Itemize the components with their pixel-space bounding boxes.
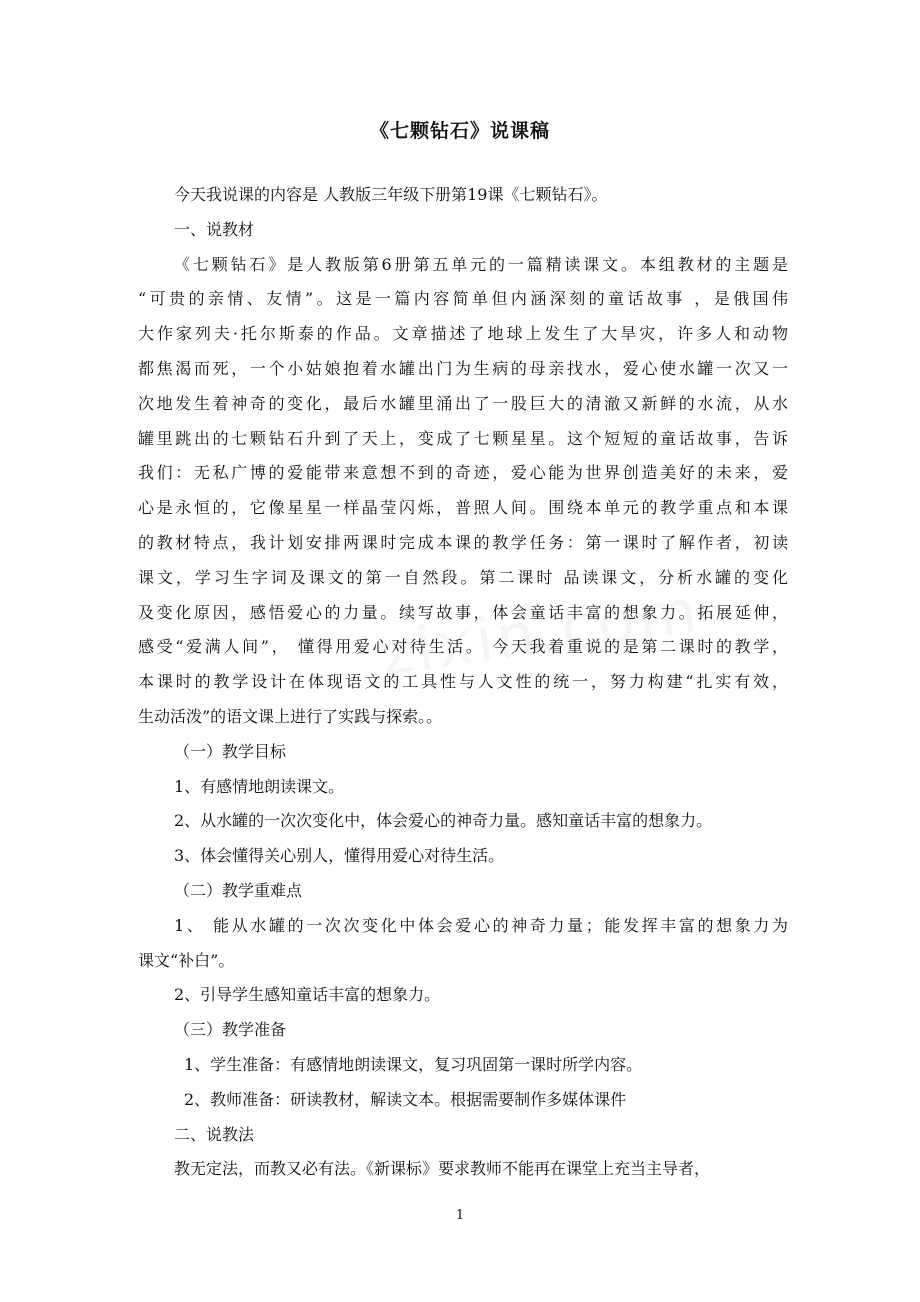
- paragraph-line: 都焦渴而死，一个小姑娘抱着水罐出门为生病的母亲找水，爱心使水罐一次又一: [138, 358, 788, 378]
- key-point-line: 课文“补白”。: [138, 950, 235, 970]
- key-point-2: 2、引导学生感知童话丰富的想象力。: [174, 985, 441, 1005]
- goal-item: 3、体会懂得关心别人，懂得用爱心对待生活。: [174, 846, 505, 866]
- key-point-line: 1、 能从水罐的一次次变化中体会爱心的神奇力量；能发挥丰富的想象力为: [174, 915, 788, 935]
- goals-heading: （一）教学目标: [174, 741, 287, 761]
- paragraph-line: 心是永恒的，它像星星一样晶莹闪烁，普照人间。围绕本单元的教学重点和本课: [138, 498, 788, 518]
- paragraph-line: 生动活泼”的语文课上进行了实践与探索。。: [138, 706, 443, 726]
- goal-item: 1、有感情地朗读课文。: [174, 776, 345, 796]
- paragraph-line: 次地发生着神奇的变化，最后水罐里涌出了一股巨大的清澈又新鲜的水流，从水: [138, 393, 788, 413]
- paragraph-line: 《七颗钻石》是人教版第6册第五单元的一篇精读课文。本组教材的主题是: [174, 254, 788, 274]
- paragraph-line: 罐里跳出的七颗钻石升到了天上，变成了七颗星星。这个短短的童话故事，告诉: [138, 428, 788, 448]
- preparation-heading: （三）教学准备: [174, 1020, 287, 1040]
- paragraph-line: 本课时的教学设计在体现语文的工具性与人文性的统一，努力构建“扎实有效，: [138, 672, 788, 692]
- goal-item: 2、从水罐的一次次变化中，体会爱心的神奇力量。感知童话丰富的想象力。: [174, 811, 713, 831]
- preparation-item: 2、教师准备：研读教材，解读文本。根据需要制作多媒体课件: [184, 1089, 627, 1109]
- paragraph-line: 我们：无私广博的爱能带来意想不到的奇迹，爱心能为世界创造美好的未来，爱: [138, 463, 788, 483]
- key-points-heading: （二）教学重难点: [174, 880, 303, 900]
- section-heading-1: 一、说教材: [174, 219, 255, 239]
- paragraph-line: 及变化原因，感悟爱心的力量。续写故事，体会童话丰富的想象力。拓展延伸，: [138, 602, 788, 622]
- section-2-text: 教无定法，而教又必有法。《新课标》要求教师不能再在课堂上充当主导者，: [174, 1159, 711, 1179]
- paragraph-line: 大作家列夫·托尔斯泰的作品。文章描述了地球上发生了大旱灾，许多人和动物: [138, 324, 788, 344]
- preparation-item: 1、学生准备：有感情地朗读课文，复习巩固第一课时所学内容。: [184, 1054, 643, 1074]
- key-point-1: [138, 909, 788, 979]
- document-body: [138, 178, 788, 1187]
- paragraph-line: 课文，学习生字词及课文的第一自然段。第二课时 品读课文，分析水罐的变化: [138, 567, 788, 587]
- paragraph-line: “可贵的亲情、友情”。这是一篇内容简单但内涵深刻的童话故事 ，是俄国伟: [138, 289, 788, 309]
- section-heading-2: 二、说教法: [174, 1124, 255, 1144]
- textbook-paragraph: [138, 248, 788, 735]
- page-number: 1: [455, 1208, 465, 1223]
- paragraph-line: 感受“爱满人间”， 懂得用爱心对待生活。 今天我着重说的是第二课时的教学，: [138, 637, 788, 657]
- page-title: 《七颗钻石》说课稿: [369, 120, 550, 142]
- intro-paragraph: 今天我说课的内容是 人教版三年级下册第19课《七颗钻石》。: [174, 185, 608, 204]
- paragraph-line: 的教材特点，我计划安排两课时完成本课的教学任务：第一课时了解作者，初读: [138, 532, 788, 552]
